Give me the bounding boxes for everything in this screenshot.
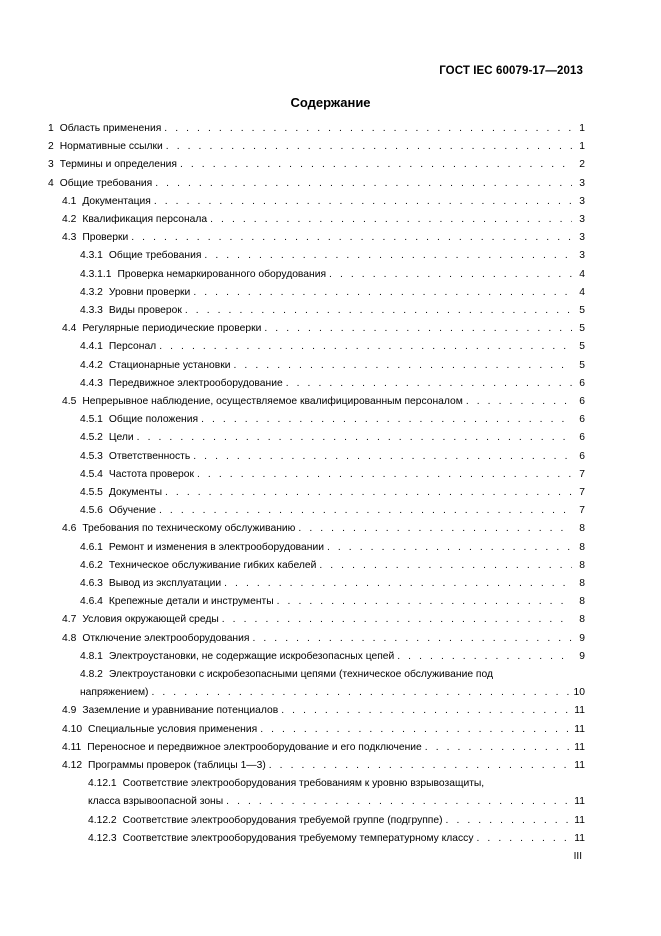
toc-entry-page: 8 bbox=[579, 614, 585, 626]
toc-leader-dots bbox=[234, 359, 572, 372]
toc-entry-title: Передвижное электрооборудование bbox=[108, 377, 283, 389]
toc-entry-title: Общие положения bbox=[108, 414, 199, 426]
toc-entry-page: 3 bbox=[579, 214, 585, 225]
toc-entry-title: Электроустановки, не содержащие искробезопасных цепей bbox=[108, 650, 395, 662]
toc-leader-dots bbox=[298, 522, 572, 535]
toc-entry-page: 6 bbox=[579, 414, 585, 426]
toc-entry-title: Ремонт и изменения в электрооборудовании bbox=[108, 541, 324, 553]
toc-entry-title: Нормативные ссылки bbox=[59, 141, 163, 153]
toc-entry-title: Виды проверок bbox=[108, 305, 182, 316]
toc-entry-page: 6 bbox=[579, 396, 585, 407]
toc-entry-number: 4.6 bbox=[62, 523, 77, 535]
toc-entry[interactable] bbox=[80, 450, 585, 463]
toc-entry[interactable] bbox=[62, 195, 585, 208]
toc-entry[interactable] bbox=[80, 559, 585, 572]
toc-entry-number: 4.3 bbox=[62, 232, 77, 244]
toc-entry-title: Крепежные детали и инструменты bbox=[108, 596, 274, 608]
toc-entry-title-continued: напряжением) bbox=[80, 687, 149, 699]
toc-entry[interactable] bbox=[62, 322, 585, 335]
toc-entry-line[interactable] bbox=[80, 668, 493, 681]
toc-entry[interactable] bbox=[80, 595, 585, 608]
toc-entry-page: 9 bbox=[579, 632, 585, 644]
toc-entry-page: 8 bbox=[579, 541, 585, 553]
toc-leader-dots bbox=[154, 195, 572, 208]
toc-entry-page: 4 bbox=[579, 268, 585, 280]
toc-entry[interactable] bbox=[48, 122, 585, 135]
toc-entry-title: Техническое обслуживание гибких кабелей bbox=[108, 559, 317, 571]
toc-entry-page: 5 bbox=[579, 323, 585, 335]
toc-leader-dots bbox=[155, 177, 572, 190]
toc-leader-dots bbox=[210, 213, 572, 226]
toc-entry-number: 4.9 bbox=[62, 705, 77, 717]
toc-leader-dots bbox=[327, 541, 572, 554]
toc-entry-title: Требования по техническому обслуживанию bbox=[82, 523, 296, 535]
toc-entry-title: Соответствие электрооборудования требованиям к уровню взрывозащиты, bbox=[122, 778, 485, 790]
toc-leader-dots bbox=[264, 322, 572, 335]
toc-entry[interactable] bbox=[80, 340, 585, 353]
toc-leader-dots bbox=[277, 595, 572, 608]
toc-entry[interactable] bbox=[80, 413, 585, 426]
toc-entry-title: Заземление и уравнивание потенциалов bbox=[82, 705, 279, 717]
toc-entry-page: 10 bbox=[573, 687, 585, 699]
toc-entry[interactable] bbox=[62, 395, 585, 408]
toc-entry-number: 4.4.1 bbox=[80, 341, 103, 353]
page-number: III bbox=[573, 851, 582, 862]
toc-leader-dots bbox=[201, 413, 572, 426]
toc-entry-title: Персонал bbox=[108, 341, 157, 353]
toc-entry-number: 4.4.2 bbox=[80, 359, 103, 371]
toc-entry-title: Проверки bbox=[82, 232, 129, 244]
toc-entry-number: 4.6.4 bbox=[80, 596, 103, 608]
toc-entry-number: 4.3.3 bbox=[80, 305, 103, 316]
toc-leader-dots bbox=[193, 286, 572, 299]
toc-entry-title-continued: класса взрывоопасной зоны bbox=[88, 796, 224, 808]
toc-entry-number: 4.8.2 bbox=[80, 669, 103, 680]
toc-entry[interactable] bbox=[48, 140, 585, 153]
toc-entry-title: Стационарные установки bbox=[108, 359, 231, 371]
toc-entry-title: Непрерывное наблюдение, осуществляемое квалифицированным персоналом bbox=[82, 396, 463, 407]
toc-leader-dots bbox=[476, 832, 571, 845]
toc-entry-title: Отключение электрооборудования bbox=[82, 632, 250, 644]
toc-entry[interactable] bbox=[88, 832, 585, 845]
toc-entry-title: Обучение bbox=[108, 505, 156, 517]
toc-entry-number: 4.5.3 bbox=[80, 450, 103, 462]
toc-leader-dots bbox=[446, 814, 572, 827]
toc-leader-dots bbox=[319, 559, 572, 572]
toc-entry-page: 2 bbox=[579, 159, 585, 171]
toc-entry[interactable] bbox=[88, 795, 585, 808]
toc-entry-page: 1 bbox=[579, 141, 585, 153]
toc-entry-number: 2 bbox=[48, 141, 54, 153]
toc-entry-title: Соответствие электрооборудования требуемому температурному классу bbox=[122, 832, 474, 844]
toc-entry-number: 1 bbox=[48, 123, 54, 134]
toc-entry[interactable] bbox=[48, 177, 585, 190]
toc-entry-title: Уровни проверки bbox=[108, 286, 191, 298]
toc-entry-title: Ответственность bbox=[108, 450, 191, 462]
toc-entry-page: 7 bbox=[579, 487, 585, 498]
toc-entry-number: 4.11 bbox=[62, 741, 82, 753]
toc-entry[interactable] bbox=[62, 632, 585, 645]
toc-entry[interactable] bbox=[80, 304, 585, 317]
toc-leader-dots bbox=[164, 122, 572, 135]
toc-leader-dots bbox=[166, 140, 572, 153]
toc-entry[interactable] bbox=[80, 541, 585, 554]
toc-entry[interactable] bbox=[62, 213, 585, 226]
toc-leader-dots bbox=[224, 577, 572, 590]
toc-entry[interactable] bbox=[80, 286, 585, 299]
toc-entry-page: 4 bbox=[579, 286, 585, 298]
toc-entry[interactable] bbox=[62, 231, 585, 244]
toc-entry-title: Регулярные периодические проверки bbox=[82, 323, 262, 335]
toc-leader-dots bbox=[193, 450, 572, 463]
toc-entry-title: Переносное и передвижное электрооборудование и его подключение bbox=[87, 741, 422, 753]
toc-entry-number: 3 bbox=[48, 159, 54, 171]
toc-entry-line[interactable] bbox=[88, 777, 484, 790]
toc-leader-dots bbox=[197, 468, 572, 481]
toc-leader-dots bbox=[397, 650, 572, 663]
toc-entry-page: 8 bbox=[579, 559, 585, 571]
toc-entry-number: 4.3.1 bbox=[80, 250, 103, 262]
toc-entry[interactable] bbox=[80, 359, 585, 372]
toc-leader-dots bbox=[286, 377, 572, 390]
toc-entry-page: 6 bbox=[579, 377, 585, 389]
toc-entry-title: Документация bbox=[82, 195, 151, 207]
toc-leader-dots bbox=[185, 304, 572, 317]
toc-entry-page: 3 bbox=[579, 250, 585, 262]
toc-entry-number: 4.6.3 bbox=[80, 578, 103, 589]
toc-entry-page: 8 bbox=[579, 596, 585, 608]
toc-entry-page: 11 bbox=[574, 796, 585, 808]
toc-entry[interactable] bbox=[62, 704, 585, 717]
toc-entry[interactable] bbox=[80, 468, 585, 481]
toc-entry[interactable] bbox=[80, 377, 585, 390]
toc-entry-number: 4.5.4 bbox=[80, 468, 103, 480]
toc-entry-title: Электроустановки с искробезопасными цепями (техническое обслуживание под bbox=[108, 669, 493, 680]
toc-entry-title: Общие требования bbox=[108, 250, 202, 262]
toc-leader-dots bbox=[165, 486, 572, 499]
toc-entry-page: 3 bbox=[579, 232, 585, 244]
toc-entry-page: 5 bbox=[579, 341, 585, 353]
toc-entry-title: Вывод из эксплуатации bbox=[108, 578, 222, 589]
toc-entry[interactable] bbox=[80, 268, 585, 281]
toc-leader-dots bbox=[329, 268, 572, 281]
toc-entry-number: 4.10 bbox=[62, 723, 83, 735]
toc-entry-page: 3 bbox=[579, 177, 585, 189]
toc-entry-title: Программы проверок (таблицы 1—3) bbox=[88, 760, 266, 771]
toc-entry-title: Термины и определения bbox=[59, 159, 177, 171]
toc-entry-page: 8 bbox=[579, 578, 585, 589]
toc-entry-page: 7 bbox=[579, 505, 585, 517]
toc-entry-page: 6 bbox=[579, 432, 585, 444]
toc-leader-dots bbox=[466, 395, 572, 408]
toc-entry-page: 7 bbox=[579, 468, 585, 480]
toc-entry[interactable] bbox=[80, 431, 585, 444]
toc-entry-number: 4.12.2 bbox=[88, 814, 117, 826]
toc-entry[interactable] bbox=[80, 686, 585, 699]
toc-leader-dots bbox=[252, 632, 572, 645]
toc-entry-number: 4 bbox=[48, 177, 54, 189]
toc-entry-page: 8 bbox=[579, 523, 585, 535]
toc-leader-dots bbox=[151, 686, 570, 699]
toc-leader-dots bbox=[425, 741, 572, 754]
toc-entry-number: 4.6.2 bbox=[80, 559, 103, 571]
toc-leader-dots bbox=[204, 249, 572, 262]
toc-leader-dots bbox=[137, 431, 572, 444]
toc-leader-dots bbox=[269, 759, 572, 772]
toc-entry[interactable] bbox=[62, 741, 585, 754]
toc-entry-title: Документы bbox=[108, 487, 162, 498]
toc-entry-number: 4.12 bbox=[62, 760, 83, 771]
toc-entry-number: 4.5.2 bbox=[80, 432, 103, 444]
toc-entry-number: 4.3.1.1 bbox=[80, 268, 112, 280]
document-header: ГОСТ IEC 60079-17—2013 bbox=[439, 65, 583, 77]
toc-entry-title: Соответствие электрооборудования требуемой группе (подгруппе) bbox=[122, 814, 443, 826]
toc-entry-number: 4.12.1 bbox=[88, 778, 117, 790]
toc-leader-dots bbox=[222, 613, 572, 626]
toc-entry-number: 4.5.5 bbox=[80, 487, 103, 498]
toc-leader-dots bbox=[226, 795, 571, 808]
toc-entry[interactable] bbox=[88, 814, 585, 827]
toc-leader-dots bbox=[180, 158, 572, 171]
toc-entry[interactable] bbox=[62, 723, 585, 736]
toc-entry-page: 1 bbox=[579, 123, 585, 134]
toc-entry-page: 5 bbox=[579, 359, 585, 371]
toc-entry-page: 11 bbox=[574, 814, 585, 826]
toc-entry-title: Общие требования bbox=[59, 177, 153, 189]
toc-leader-dots bbox=[159, 504, 572, 517]
page-title: Содержание bbox=[290, 95, 371, 110]
toc-entry-number: 4.5 bbox=[62, 396, 77, 407]
toc-entry-page: 6 bbox=[579, 450, 585, 462]
toc-entry[interactable] bbox=[62, 613, 585, 626]
toc-entry-page: 11 bbox=[574, 723, 585, 735]
toc-entry-number: 4.3.2 bbox=[80, 286, 103, 298]
toc-entry[interactable] bbox=[80, 577, 585, 590]
toc-entry-number: 4.1 bbox=[62, 195, 77, 207]
toc-entry[interactable] bbox=[62, 522, 585, 535]
toc-leader-dots bbox=[281, 704, 571, 717]
toc-entry-page: 3 bbox=[579, 195, 585, 207]
toc-entry[interactable] bbox=[80, 249, 585, 262]
toc-entry-number: 4.8.1 bbox=[80, 650, 103, 662]
toc-leader-dots bbox=[260, 723, 571, 736]
toc-entry[interactable] bbox=[80, 486, 585, 499]
toc-leader-dots bbox=[159, 340, 572, 353]
toc-entry-number: 4.4.3 bbox=[80, 377, 103, 389]
toc-entry-page: 11 bbox=[574, 832, 585, 844]
toc-leader-dots bbox=[131, 231, 572, 244]
toc-entry-page: 5 bbox=[579, 305, 585, 316]
toc-entry-number: 4.5.1 bbox=[80, 414, 103, 426]
toc-entry-page: 9 bbox=[579, 650, 585, 662]
toc-entry-title: Цели bbox=[108, 432, 134, 444]
toc-entry-number: 4.6.1 bbox=[80, 541, 103, 553]
toc-entry[interactable] bbox=[80, 504, 585, 517]
toc-entry-title: Условия окружающей среды bbox=[82, 614, 219, 626]
toc-entry-number: 4.5.6 bbox=[80, 505, 103, 517]
toc-entry[interactable] bbox=[62, 759, 585, 772]
toc-entry-number: 4.2 bbox=[62, 214, 77, 225]
toc-entry-page: 11 bbox=[574, 760, 585, 771]
toc-entry-title: Квалификация персонала bbox=[82, 214, 208, 225]
toc-entry-page: 11 bbox=[574, 705, 585, 717]
toc-entry-number: 4.4 bbox=[62, 323, 77, 335]
toc-entry[interactable] bbox=[48, 158, 585, 171]
toc-entry-number: 4.7 bbox=[62, 614, 77, 626]
toc-entry-number: 4.8 bbox=[62, 632, 77, 644]
toc-entry-title: Область применения bbox=[59, 123, 162, 134]
toc-entry-title: Специальные условия применения bbox=[88, 723, 258, 735]
toc-entry[interactable] bbox=[80, 650, 585, 663]
toc-entry-title: Частота проверок bbox=[108, 468, 195, 480]
toc-entry-title: Проверка немаркированного оборудования bbox=[117, 268, 327, 280]
toc-entry-number: 4.12.3 bbox=[88, 832, 117, 844]
toc-entry-page: 11 bbox=[574, 741, 585, 753]
